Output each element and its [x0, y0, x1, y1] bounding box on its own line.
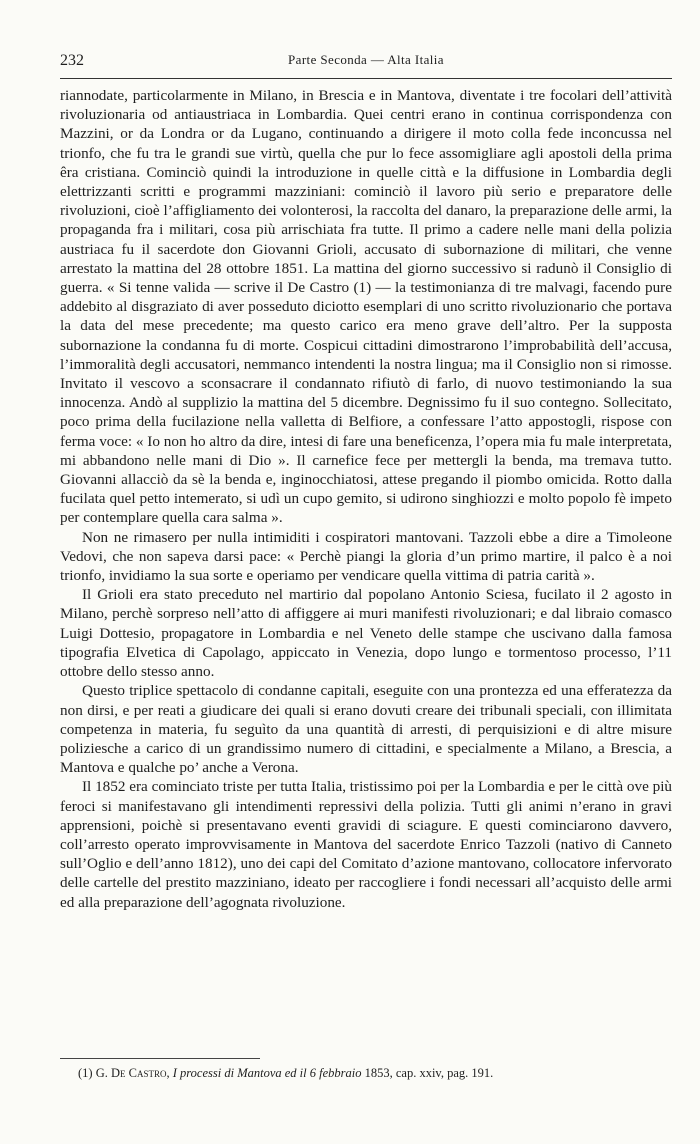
footnote-author-name: De Castro	[110, 1066, 167, 1080]
running-title: Parte Seconda — Alta Italia	[288, 52, 444, 67]
footnote-rule	[60, 1058, 260, 1059]
footnote: (1) G. De Castro, I processi di Mantova ed il 6 febbraio 1853, cap. xxiv, pag. 191.	[78, 1066, 494, 1080]
body-text	[60, 86, 672, 912]
paragraph-4: Questo triplice spettacolo di condanne capitali, eseguite con una prontezza ed una efferatezza da non dirsi, e per reati a giudicare dei quali si erano dovuti creare dei tribunali speciali, con illimitata competenza in materia, fu seguìto da una quantità di arresti, di perquisizioni e di altre misure poliziesche a carico di un grandissimo numero di cittadini, e specialmente a Milano, a Brescia, a Mantova e qualche po’ anche a Verona.	[60, 682, 672, 777]
paragraph-3: Il Grioli era stato preceduto nel martirio dal popolano Antonio Sciesa, fucilato il 2 agosto in Milano, perchè sorpreso nell’atto di affiggere ai muri manifesti rivoluzionari; e dal libraio comasco Luigi Dottesio, propagatore in Lombardia e nel Veneto delle stampe che uscivano dalla famosa tipografia Elvetica di Capolago, appiccato in Venezia, dopo lungo e tormentoso processo, l’11 ottobre dello stesso anno.	[60, 586, 672, 681]
paragraph-5: Il 1852 era cominciato triste per tutta Italia, tristissimo poi per la Lombardia e per le città ove più feroci si manifestavano gli intendimenti repressivi della polizia. Tutti gli animi n’erano in gravi apprensioni, poichè si presentavano eventi gravidi di sciagure. E questi cominciarono davvero, coll’arresto operato improvvisamente in Mantova del sacerdote Enrico Tazzoli (nativo di Canneto sull’Oglio e dell’anno 1812), uno dei capi del Comitato d’azione mantovano, collocatore infervorato delle cartelle del prestito mazziniano, ideato per raccogliere i fondi necessari all’acquisto delle armi ed alla preparazione dell’agognata rivoluzione.	[60, 778, 673, 911]
page-header	[60, 52, 672, 74]
page-number: 232	[60, 52, 84, 69]
footnote-title: I processi di Mantova ed il 6 febbraio	[172, 1066, 362, 1080]
footnote-marker: (1)	[78, 1066, 93, 1080]
footnote-details: 1853, cap. xxiv, pag. 191.	[364, 1066, 494, 1080]
paragraph-1: riannodate, particolarmente in Milano, in Brescia e in Mantova, diventate i tre focolari dell’attività rivoluzionaria od antiaustriaca in Lombardia. Quei centri erano in continua corrispondenza con Mazzini, or da Londra or da Lugano, continuando a dirigere il moto colla fede inconcussa nel trionfo, che fu tra le grandi sue virtù, quella che pur lo fece assomigliare agli apostoli della prima êra cristiana. Cominciò quindi la introduzione in quelle città e la diffusione in Lombardia degli elettrizzanti scritti e programmi mazziniani: cominciò il lavoro più serio e preparatore delle rivoluzioni, cioè l’affigliamento dei volonterosi, la raccolta del danaro, la preparazione delle armi, la propaganda fra i militari, cosa più arrischiata fra tutte. Il primo a cadere nelle mani della polizia austriaca fu il sacerdote don Giovanni Grioli, accusato di subornazione di militari, che venne arrestato la mattina del 28 ottobre 1851. La mattina del giorno successivo si radunò il Consiglio di guerra. « Si tenne valida — scrive il De Castro (1) — la testimonianza di tre malvagi, facendo pure addebito al disgraziato di aver posseduto diciotto esemplari di uno scritto rivoluzionario che portava la data del mese precedente; ma questo carico era meno grave dell’altro. Per la supposta subornazione la condanna fu di morte. Cospicui cittadini dimostrarono l’improbabilità dell’accusa, l’immoralità degli accusatori, nemmanco intendenti la nostra lingua; ma il Consiglio non si rimosse. Invitato il vescovo a sconsacrare il condannato rifiutò di farlo, di nuovo testimoniando la sua innocenza. Andò al supplizio la mattina del 5 dicembre. Degnissimo fu il suo contegno. Sollecitato, poco prima della fucilazione nella valletta di Belfiore, a confessare l’atto appostogli, rispose con ferma voce: « Io non ho altro da dire, intesi di fare una beneficenza, l’opera mia fu male interpretata, mi abbandono nelle mani di Dio ». Il carnefice fece per mettergli la benda, ma tremava tutto. Giovanni allacciò da sè la benda e, inginocchiatosi, attese pregando il piombo omicida. Rotto dalla fucilata quel petto intemerato, si udì un cupo gemito, si udirono singhiozzi e molto popolo fè impeto per contemplare quella cara salma ».	[60, 87, 672, 527]
footnote-author-initial: G.	[95, 1066, 108, 1080]
header-rule	[60, 78, 672, 79]
paragraph-2: Non ne rimasero per nulla intimiditi i cospiratori mantovani. Tazzoli ebbe a dire a Timoleone Vedovi, che non sapeva darsi pace: « Perchè piangi la gloria d’un primo martire, il palco è a noi trionfo, invidiamo la sua sorte e operiamo per vendicare quella vittima di patria carità ».	[60, 528, 672, 585]
